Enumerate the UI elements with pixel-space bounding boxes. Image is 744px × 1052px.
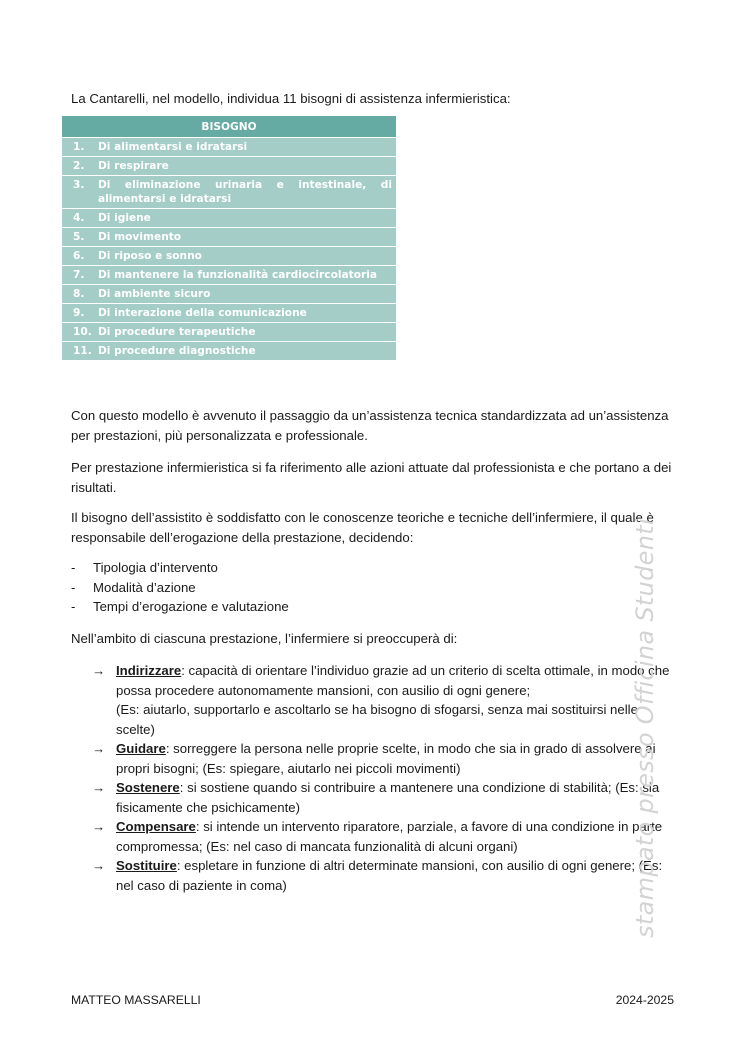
action-term: Indirizzare xyxy=(116,663,182,678)
paragraph-definition: Per prestazione infermieristica si fa riferimento alle azioni attuate dal professionista e che portano a dei risultati. xyxy=(71,460,672,495)
list-item xyxy=(92,661,676,739)
action-text: : sorreggere la persona nelle proprie scelte, in modo che sia in grado di assolvere ai propri bisogni; (Es: spiegare, aiutarlo nei piccoli movimenti) xyxy=(116,741,656,776)
arrow-right-icon: → xyxy=(92,741,106,756)
table-header: BISOGNO xyxy=(62,116,396,138)
row-text: Di procedure diagnostiche xyxy=(98,342,396,361)
row-text: Di alimentarsi e idratarsi xyxy=(98,138,396,157)
list-item xyxy=(92,739,676,778)
table-row xyxy=(62,304,396,323)
row-number: 6. xyxy=(62,247,98,266)
list-item-text: Modalità d’azione xyxy=(93,579,196,595)
needs-table xyxy=(62,116,396,360)
row-number: 1. xyxy=(62,138,98,157)
row-number: 10. xyxy=(62,323,98,342)
paragraph-actions-intro: Nell’ambito di ciascuna prestazione, l’infermiere si preoccuperà di: xyxy=(71,631,458,646)
arrow-right-icon: → xyxy=(92,780,106,795)
list-item-text: Tipologia d’intervento xyxy=(93,560,218,575)
table-row xyxy=(62,342,396,361)
table-row xyxy=(62,323,396,342)
list-item xyxy=(92,817,676,856)
decision-list xyxy=(71,558,671,617)
action-text: : espletare in funzione di altri determinate mansioni, con ausilio di ogni genere; (Es: nel caso di paziente in coma) xyxy=(116,858,663,893)
row-text: Di ambiente sicuro xyxy=(98,285,396,304)
footer-author: MATTEO MASSARELLI xyxy=(71,993,201,1007)
table-row xyxy=(62,266,396,285)
table-row xyxy=(62,157,396,176)
table-row xyxy=(62,285,396,304)
table-row xyxy=(62,247,396,266)
action-text: : si intende un intervento riparatore, parziale, a favore di una condizione in parte compromessa; (Es: nel caso di mancata funzionalità di alcuni organi) xyxy=(116,819,663,854)
action-term: Compensare xyxy=(116,819,196,834)
row-number: 9. xyxy=(62,304,98,323)
row-text: Di mantenere la funzionalità cardiocircolatoria xyxy=(98,266,396,285)
actions-list xyxy=(92,661,676,895)
row-text: Di procedure terapeutiche xyxy=(98,323,396,342)
row-text: Di igiene xyxy=(98,209,396,228)
action-term: Sostituire xyxy=(116,858,177,873)
list-item-text: Tempi d’erogazione e valutazione xyxy=(93,599,289,615)
table-row xyxy=(62,176,396,209)
watermark-text: stampato presso Officina Studenti xyxy=(631,518,659,938)
row-text: Di respirare xyxy=(98,157,396,176)
dash-marker: - xyxy=(71,579,76,595)
row-number: 3. xyxy=(62,176,98,209)
paragraph-model: Con questo modello è avvenuto il passaggio da un’assistenza tecnica standardizzata ad un’assistenza per prestazioni, più personalizzata e professionale. xyxy=(71,408,669,443)
row-number: 7. xyxy=(62,266,98,285)
intro-paragraph: La Cantarelli, nel modello, individua 11 bisogni di assistenza infermieristica: xyxy=(71,91,511,106)
row-text: Di interazione della comunicazione xyxy=(98,304,396,323)
table-row xyxy=(62,228,396,247)
list-item xyxy=(92,856,676,895)
action-term: Guidare xyxy=(116,741,166,756)
table-row xyxy=(62,209,396,228)
list-item xyxy=(71,597,671,617)
arrow-right-icon: → xyxy=(92,819,106,834)
dash-marker: - xyxy=(71,599,76,615)
action-text: : capacità di orientare l’individuo grazie ad un criterio di scelta ottimale, in modo che possa procedere autonomamente mansioni, con ausilio di ogni genere; xyxy=(116,663,670,698)
row-text: Di movimento xyxy=(98,228,396,247)
arrow-right-icon: → xyxy=(92,858,106,873)
list-item xyxy=(92,778,676,817)
row-number: 5. xyxy=(62,228,98,247)
row-text: Di eliminazione urinaria e intestinale, di alimentarsi e idratarsi xyxy=(98,176,396,209)
action-text: : si sostiene quando si contribuire a mantenere una condizione di stabilità; (Es: sia fisicamente che psichicamente) xyxy=(116,780,660,815)
list-item xyxy=(71,558,671,578)
row-number: 4. xyxy=(62,209,98,228)
action-term: Sostenere xyxy=(116,780,180,795)
list-item xyxy=(71,578,671,598)
table-row xyxy=(62,138,396,157)
row-number: 2. xyxy=(62,157,98,176)
footer-year: 2024-2025 xyxy=(615,993,674,1007)
row-number: 8. xyxy=(62,285,98,304)
arrow-right-icon: → xyxy=(92,663,106,678)
action-note: (Es: aiutarlo, supportarlo e ascoltarlo se ha bisogno di sfogarsi, senza mai sostituirsi nelle scelte) xyxy=(116,702,638,737)
paragraph-responsibility: Il bisogno dell’assistito è soddisfatto con le conoscenze teoriche e tecniche dell’infermiere, il quale è responsabile dell’erogazione della prestazione, decidendo: xyxy=(71,510,654,545)
row-text: Di riposo e sonno xyxy=(98,247,396,266)
row-number: 11. xyxy=(62,342,98,361)
dash-marker: - xyxy=(71,560,76,575)
